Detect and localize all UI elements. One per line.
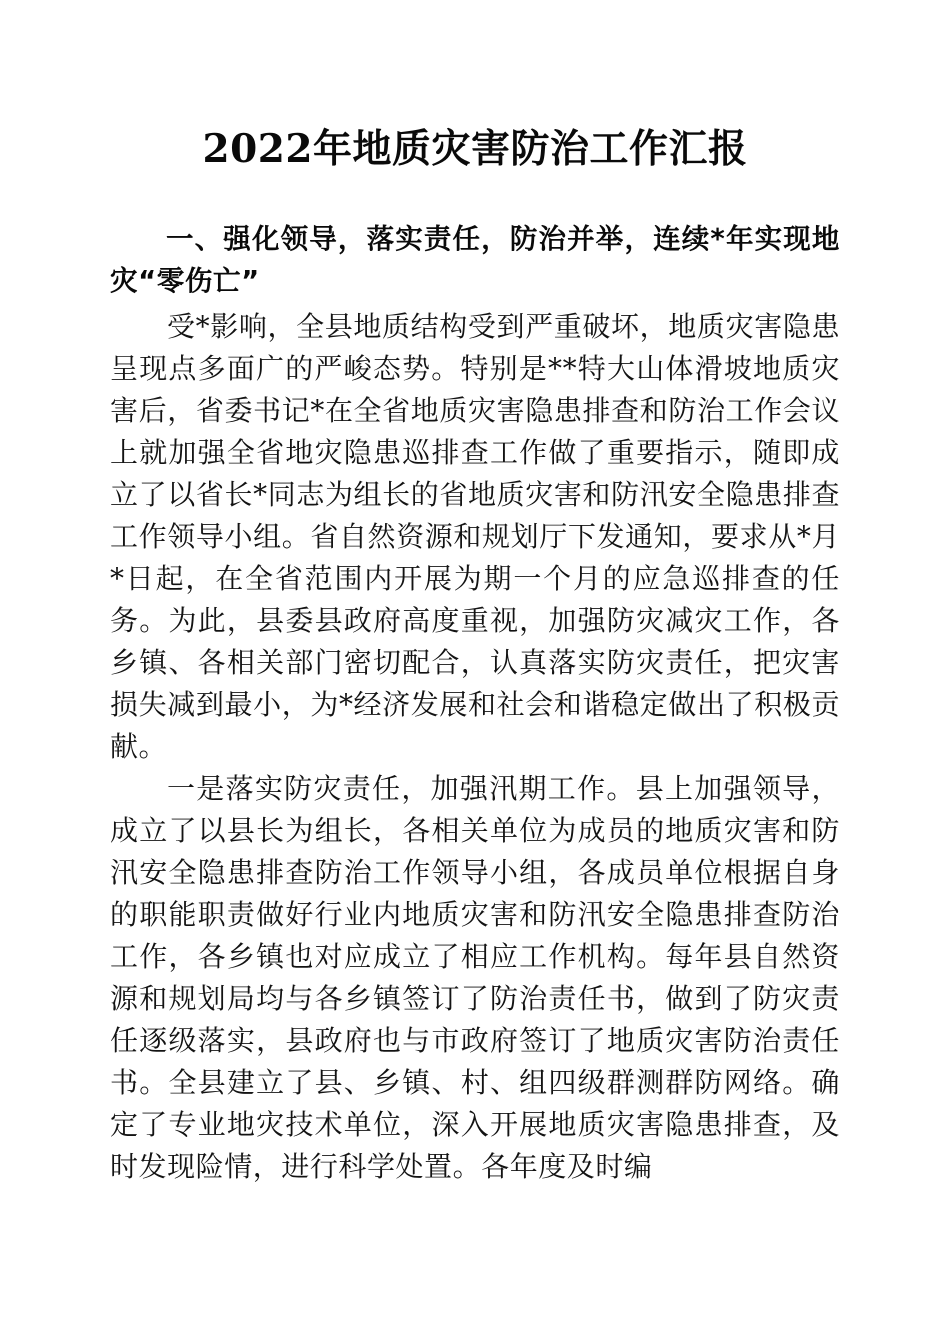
page-title: 2022年地质灾害防治工作汇报 [202, 126, 748, 172]
body-paragraph-1: 受*影响，全县地质结构受到严重破坏，地质灾害隐患呈现点多面广的严峻态势。特别是**特大山体滑坡地质灾害后，省委书记*在全省地质灾害隐患排查和防治工作会议上就加强全省地灾隐患巡排查工作做了重要指示，随即成立了以省长*同志为组长的省地质灾害和防汛安全隐患排查工作领导小组。省自然资源和规划厅下发通知，要求从*月*日起，在全省范围内开展为期一个月的应急巡排查的任务。为此，县委县政府高度重视，加强防灾减灾工作，各乡镇、各相关部门密切配合，认真落实防灾责任，把灾害损失减到最小，为*经济发展和社会和谐稳定做出了积极贡献。 [110, 310, 840, 763]
body-paragraph-2: 一是落实防灾责任，加强汛期工作。县上加强领导，成立了以县长为组长，各相关单位为成员的地质灾害和防汛安全隐患排查防治工作领导小组，各成员单位根据自身的职能职责做好行业内地质灾害和防汛安全隐患排查防治工作，各乡镇也对应成立了相应工作机构。每年县自然资源和规划局均与各乡镇签订了防治责任书，做到了防灾责任逐级落实，县政府也与市政府签订了地质灾害防治责任书。全县建立了县、乡镇、村、组四级群测群防网络。确定了专业地灾技术单位，深入开展地质灾害隐患排查，及时发现险情，进行科学处置。各年度及时编 [110, 772, 840, 1183]
section-heading-1: 一、强化领导，落实责任，防治并举，连续*年实现地灾“零伤亡” [110, 223, 840, 297]
page-content-column [110, 0, 840, 1188]
